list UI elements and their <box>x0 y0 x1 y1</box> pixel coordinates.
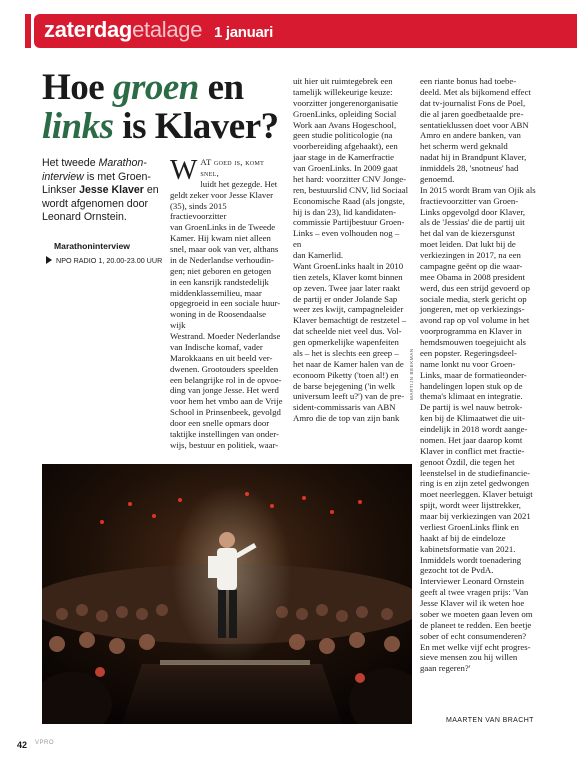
broadcast-program-label: Marathoninterview <box>54 241 130 251</box>
broadcast-time <box>46 256 162 265</box>
headline-part1: Hoe <box>42 67 113 108</box>
headline-part3: en <box>198 67 244 108</box>
body-column-1-text: luidt het gezegde. Het geldt zeker voor Jesse Klaver (35), sinds 2015 fractievoorzitter van GroenLinks in de Tweede Kamer. Hij kwam niet alleen snel, maar ook van ver, althans in de Nederlandse verhoudin- gen; niet geboren en getogen in een kansrijk randstedelijk middenklassemilieu, maar opgegroeid in een sociale huur- woning in de Roosendaalse wijk Westrand. Moeder Nederlandse van Indische komaf, vader Marokkaans en uit beeld ver- dwenen. Grootouders speelden een belangrijke rol in de opvoe- ding van jonge Jesse. Het werd voor hem het vmbo aan de Vrije School in Prinsenbeek, gevolgd door een snelle opmars door taktijke instellingen van onder- wijs, bestuur en politiek, waar- <box>170 178 283 450</box>
drop-cap: W <box>170 154 198 186</box>
article-photo <box>42 464 412 724</box>
headline-part5: is Klaver? <box>113 106 279 147</box>
article-body-column-3: een riante bonus had toebe- deeld. Met als bijkomend effect dat tv-journalist Fons de Poel, die al jaren goedbetaalde pre- sentatieklussen doet voor ABN Amro en andere banken, van het scherm werd geknald nadat hij in Brandpunt Klaver, inmiddels 28, 'snotneus' had genoemd. In 2015 wordt Bram van Ojik als fractievoorzitter van Groen- Links opgevolgd door Klaver, als de 'Jessias' die de partij uit het dal van de kiezersgunst moet leiden. Dat lukt bij de verkiezingen in 2017, na een campagne geënt op die waar- mee Obama in 2008 president werd, dus een strijd gevoerd op sociale media, sterk gericht op jongeren, met op verkiezings- avond rap op vol volume in het voorprogramma en Klaver in hemdsmouwen toegejuicht als een popster. Regeringsdeel- name lonkt nu voor Groen- Links, maar de formatieonder- handelingen lopen stuk op de thema's klimaat en integratie. De partij is wel nauw betrok- ken bij de Klimaatwet die uit- eindelijk in 2018 wordt aange- nomen. Het jaar daarop komt Klaver in conflict met fractie- genoot Özdil, die tegen het leenstelsel in de studiefinancie- ring is en zijn zetel gedwongen moet neerleggen. Klaver betuigt spijt, wordt weer lijsttrekker, maar bij verkiezingen van 2021 verliest GroenLinks flink en haakt af bij de eindeloze kabinetsformatie van 2021. Inmiddels wordt toenadering gezocht tot de PvdA. Interviewer Leonard Ornstein geeft al twee vragen prijs: 'Van Jesse Klaver wil ik weten hoe sober we moeten gaan leven om de planeet te redden. Een beetje sober of echt consumenderen? En met welke vijf echt progres- sieve mensen zou hij willen gaan regeren?' <box>420 76 536 674</box>
broadcast-time-text: NPO RADIO 1, 20.00-23.00 UUR <box>56 256 163 265</box>
section-title <box>44 17 273 46</box>
intro-subject-name: Jesse Klaver <box>79 184 144 197</box>
headline-emphasis-groen: groen <box>112 67 199 108</box>
article-intro <box>42 157 162 225</box>
body-lead-in: AT goed is, komt snel, <box>200 157 265 178</box>
play-icon <box>46 256 52 264</box>
header-tab-accent <box>25 14 31 48</box>
intro-text-3: is met Groen-Linkser <box>42 170 151 197</box>
article-headline <box>42 68 282 146</box>
intro-text-5: en wordt afgenomen door Leonard Ornstein. <box>42 184 159 224</box>
section-title-part2: etalage <box>132 17 203 42</box>
intro-text-1: Het tweede <box>42 157 99 169</box>
section-date: 1 januari <box>213 24 273 41</box>
article-body-column-1 <box>170 154 283 451</box>
magazine-logo: VPRO <box>35 740 55 746</box>
author-signature: MAARTEN VAN BRACHT <box>446 717 534 724</box>
article-body-column-2: uit hier uit ruimtegebrek een tamelijk willekeurige keuze: voorzitter jongerenorganisatie GroenLinks, opleiding Social Work aan Avans Hogeschool, geen studie politicologie (na voorbereiding afgehaakt), een jaar stage in de Kamerfractie van GroenLinks. In 2009 gaat het hard: voorzitter CNV Jonge- ren, bestuurslid CNV, lid Sociaal Economische Raad (als jongste, hij is dan 23), lid kandidaten- commissie Partijbestuur Groen- Links – even volhouden nog – en dan Kamerlid. Want GroenLinks haalt in 2010 tien zetels, Klaver komt binnen op zeven. Twee jaar later raakt de partij er onder Jolande Sap weer zes kwijt, campagneleider Klaver bemachtigt de restzetel – dat scheelde niet veel dus. Vol- gen opmerkelijke wapenfeiten als – het is slechts een greep – het naar de Kamer halen van de econoom Piketty ('toen al!) en de barse bejegening ('in welk universum leeft u?') van de pre- sident-commissaris van ABN Amro die de top van zijn bank <box>293 76 409 424</box>
section-title-part1: zaterdag <box>44 17 133 42</box>
intro-program-name: Marathon-interview <box>42 157 147 183</box>
headline-emphasis-links: links <box>42 106 114 147</box>
page-number: 42 <box>17 740 28 750</box>
photo-credit: MARTIJN BEEKMAN <box>409 348 414 400</box>
event-stage-photo <box>42 464 412 724</box>
